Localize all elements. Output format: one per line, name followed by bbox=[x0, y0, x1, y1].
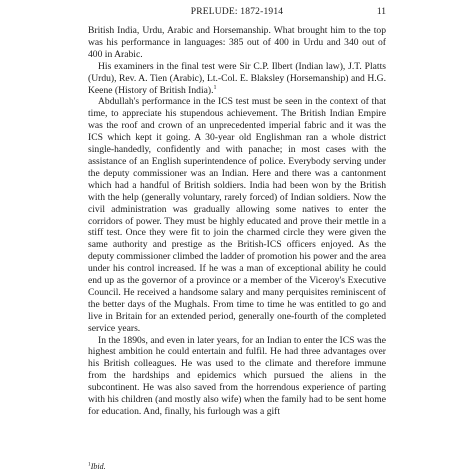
paragraph-text: His examiners in the final test were Sir C.P. Ilbert (Indian law), J.T. Platts (Urdu), Rev. A. Tien (Arabic), Lt.-Col. E. Blaksley (Horsemanship) and H.G. Keene (History of British India). bbox=[88, 60, 386, 96]
paragraph-ics-performance bbox=[88, 96, 386, 334]
footnote-number: 1 bbox=[88, 461, 91, 468]
paragraph-text: British India, Urdu, Arabic and Horsemanship. What brought him to the top was his performance in languages: 385 out of 400 in Urdu and 340 out of 400 in Arabic. bbox=[88, 25, 386, 60]
running-head bbox=[88, 6, 386, 18]
footnote bbox=[88, 462, 386, 471]
paragraph-text: In the 1890s, and even in later years, for an Indian to enter the ICS was the highest ambition he could entertain and fulfil. He had three advantages over his British colleagues. He was used to the climate and therefore immune from the hardships and epidemics which pursued the aliens in the subcontinent. He was also saved from the horrendous experience of parting with his children (and mostly also wife) when the family had to be sent home for education. And, finally, his furlough was a gift bbox=[88, 334, 386, 417]
page-number: 11 bbox=[376, 7, 386, 17]
paragraph-text: Abdullah's performance in the ICS test must be seen in the context of that time, to appreciate his stupendous achievement. The British Indian Empire was the roof and crown of an unprecedented imperial fabric and it was the ICS which kept it going. A 30-year old Englishman ran a whole district single-handedly, confidently and with panache; in most cases with the assistance of an English superintendence of police. Everybody serving under the deputy commissioner was an Indian. Here and there was a cantonment which had a handful of British soldiers. India had been won by the British with the help (generally voluntary, rarely forced) of Indian soldiers. Now the civil administration was gradually allowing some natives to enter the corridors of power. They must be highly educated and prove their mettle in a stiff test. Once they were fit to join the charmed circle they were given the same authority and prestige as the British-ICS officers enjoyed. As the deputy commissioner climbed the ladder of promotion his power and the area under his control increased. If he was a man of exceptional ability he could end up as the governor of a province or a member of the Viceroy's Executive Council. He received a handsome salary and many perquisites reminiscent of the better days of the Mughals. From time to time he was entitled to go and live in Britain for an extended period, generally one-fourth of the completed service years. bbox=[88, 96, 386, 334]
paragraph-examiners bbox=[88, 61, 386, 97]
paragraph-1890s bbox=[88, 335, 386, 418]
footnote-reference: 1 bbox=[213, 84, 217, 91]
paragraph-continuation bbox=[88, 25, 386, 61]
running-title: PRELUDE: 1872-1914 bbox=[190, 7, 284, 17]
footnote-text: Ibid. bbox=[90, 462, 106, 471]
body-text bbox=[88, 25, 386, 418]
